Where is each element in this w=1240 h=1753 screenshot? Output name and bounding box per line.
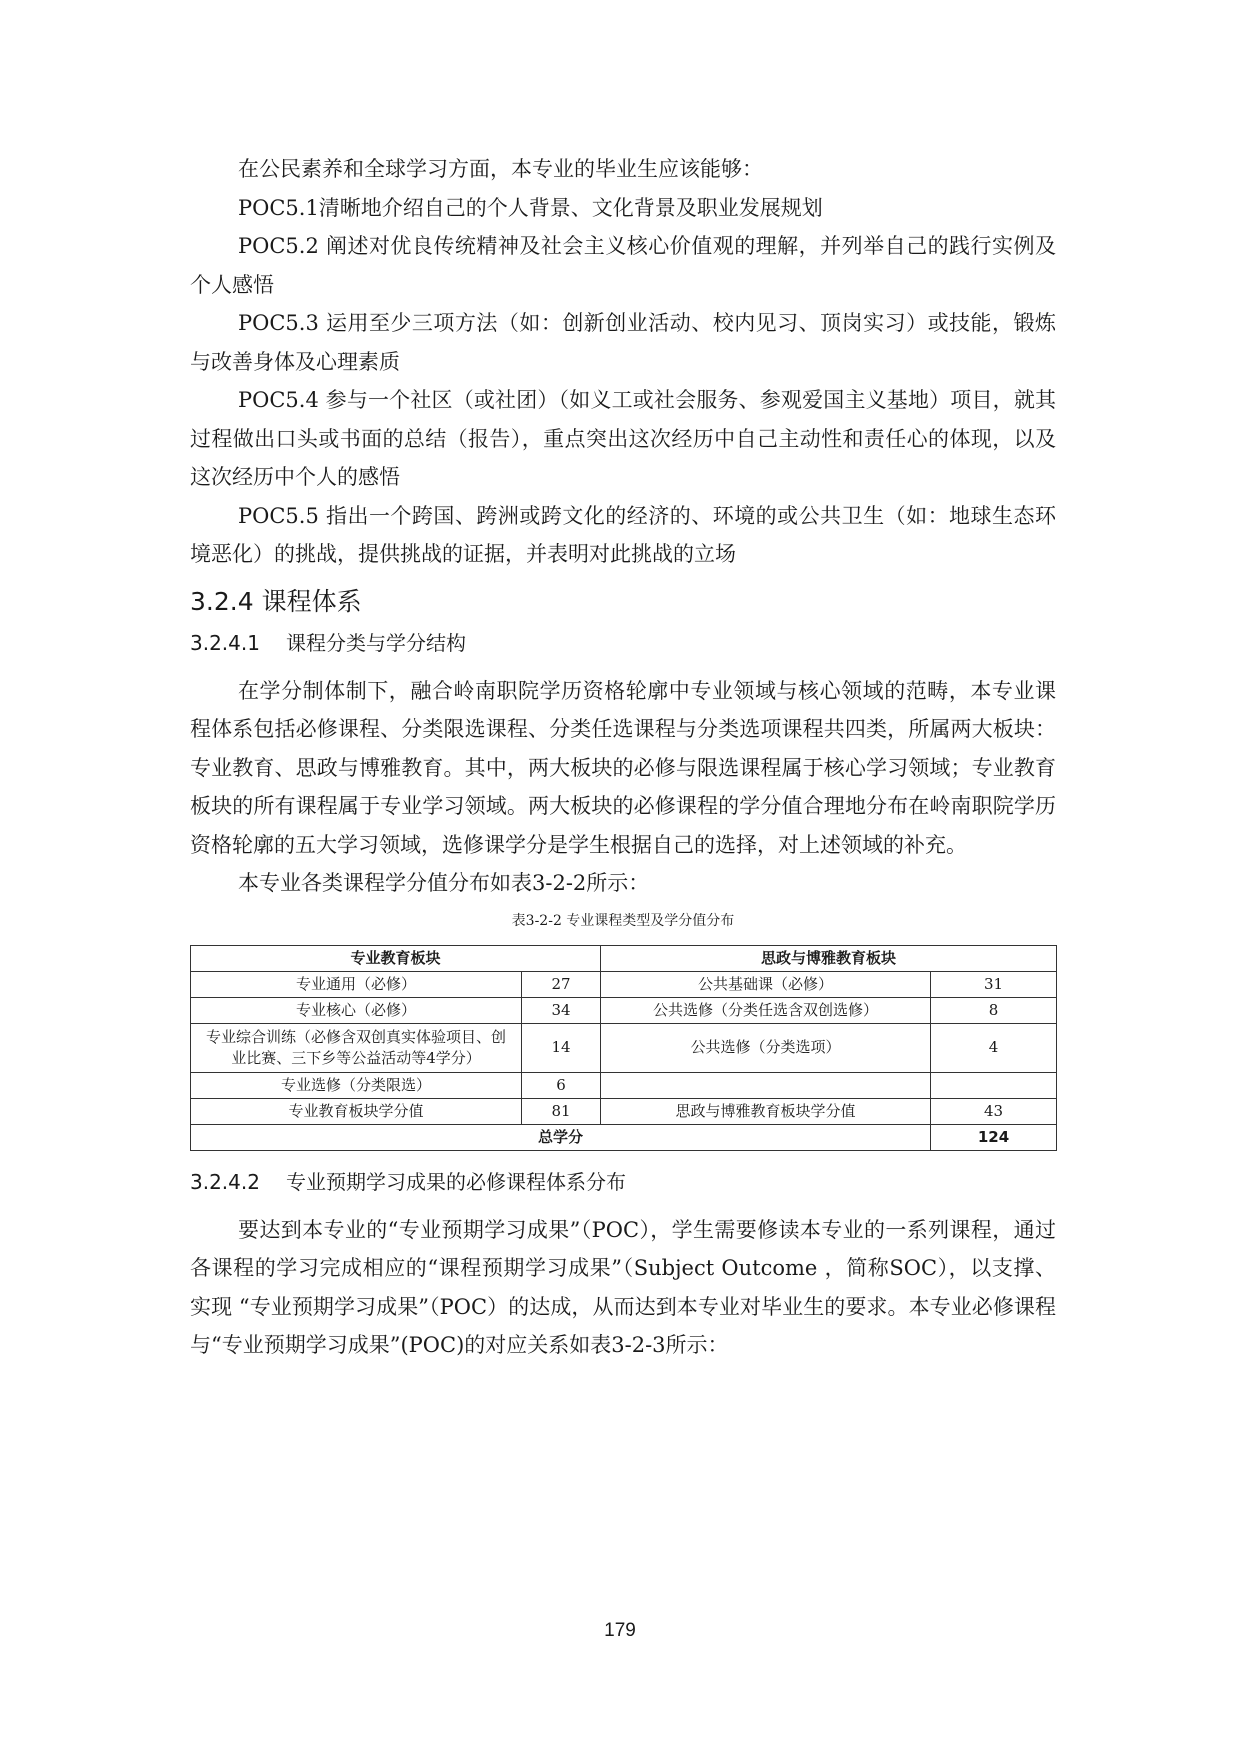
section-title: 课程体系 <box>261 586 362 616</box>
table-cell: 43 <box>931 1098 1057 1124</box>
paragraph-poc5-1: POC5.1清晰地介绍自己的个人背景、文化背景及职业发展规划 <box>238 195 823 220</box>
table-cell: 公共选修（分类选项） <box>601 1023 931 1072</box>
table-caption: 表3-2-2 专业课程类型及学分值分布 <box>511 912 735 929</box>
table-cell: 专业通用（必修） <box>191 971 522 997</box>
table-cell: 公共选修（分类任选含双创选修） <box>601 997 931 1023</box>
section-number: 3.2.4.2 <box>190 1169 260 1194</box>
table-cell: 14 <box>522 1023 601 1072</box>
total-value: 124 <box>931 1124 1057 1150</box>
table-cell: 31 <box>931 971 1057 997</box>
table-total-row <box>191 1124 1057 1150</box>
table-cell: 专业教育板块学分值 <box>191 1098 522 1124</box>
table-cell: 34 <box>522 997 601 1023</box>
paragraph-table-intro: 本专业各类课程学分值分布如表3-2-2所示： <box>238 871 650 895</box>
table-cell: 专业综合训练（必修含双创真实体验项目、创业比赛、三下乡等公益活动等4学分） <box>191 1023 522 1072</box>
table-cell <box>931 1072 1057 1098</box>
total-label: 总学分 <box>191 1124 931 1150</box>
table-row <box>191 997 1057 1023</box>
credit-distribution-table <box>190 945 1057 1151</box>
paragraph-poc-mapping: 要达到本专业的“专业预期学习成果”（POC），学生需要修读本专业的一系列课程，通过各课程的学习完成相应的“课程预期学习成果”（Subject Outcome ，简称SOC），以支撑、实现 “专业预期学习成果”（POC）的达成，从而达到本专业对毕业生的要求。本专业必修课程与“专业预期学习成果”(POC)的对应关系如表3-2-3所示： <box>190 1217 1056 1357</box>
table-header-row <box>191 945 1057 971</box>
paragraph-poc5-3: POC5.3 运用至少三项方法（如：创新创业活动、校内见习、顶岗实习）或技能，锻炼与改善身体及心理素质 <box>190 311 1056 374</box>
header-liberal-block: 思政与博雅教育板块 <box>601 945 1057 971</box>
paragraph-poc5-4: POC5.4 参与一个社区（或社团）（如义工或社会服务、参观爱国主义基地）项目，就其过程做出口头或书面的总结（报告），重点突出这次经历中自己主动性和责任心的体现，以及这次经历中个人的感悟 <box>190 388 1056 489</box>
page-number: 179 <box>604 1620 636 1641</box>
table-row <box>191 1098 1057 1124</box>
section-number: 3.2.4.1 <box>190 630 260 655</box>
section-number: 3.2.4 <box>190 586 254 616</box>
table-cell: 专业核心（必修） <box>191 997 522 1023</box>
table-row <box>191 971 1057 997</box>
table-cell: 6 <box>522 1072 601 1098</box>
section-heading-3-2-4 <box>190 584 1056 620</box>
paragraph-poc5-2: POC5.2 阐述对优良传统精神及社会主义核心价值观的理解，并列举自己的践行实例及个人感悟 <box>190 234 1056 297</box>
table-cell: 公共基础课（必修） <box>601 971 931 997</box>
table-cell: 27 <box>522 971 601 997</box>
table-cell: 专业选修（分类限选） <box>191 1072 522 1098</box>
table-cell: 思政与博雅教育板块学分值 <box>601 1098 931 1124</box>
section-title: 课程分类与学分结构 <box>285 630 466 655</box>
table-cell: 4 <box>931 1023 1057 1072</box>
table-cell: 81 <box>522 1098 601 1124</box>
table-cell: 8 <box>931 997 1057 1023</box>
paragraph-poc5-5: POC5.5 指出一个跨国、跨洲或跨文化的经济的、环境的或公共卫生（如：地球生态环境恶化）的挑战，提供挑战的证据，并表明对此挑战的立场 <box>190 503 1056 566</box>
table-cell <box>601 1072 931 1098</box>
table-row <box>191 1023 1057 1072</box>
table-row <box>191 1072 1057 1098</box>
paragraph-intro: 在公民素养和全球学习方面，本专业的毕业生应该能够： <box>238 157 763 181</box>
section-heading-3-2-4-2 <box>190 1167 1056 1197</box>
header-professional-block: 专业教育板块 <box>191 945 601 971</box>
paragraph-course-structure: 在学分制体制下，融合岭南职院学历资格轮廓中专业领域与核心领域的范畴，本专业课程体系包括必修课程、分类限选课程、分类任选课程与分类选项课程共四类，所属两大板块：专业教育、思政与博雅教育。其中，两大板块的必修与限选课程属于核心学习领域；专业教育板块的所有课程属于专业学习领域。两大板块的必修课程的学分值合理地分布在岭南职院学历资格轮廓的五大学习领域，选修课学分是学生根据自己的选择，对上述领域的补充。 <box>190 678 1056 857</box>
section-title: 专业预期学习成果的必修课程体系分布 <box>285 1169 626 1194</box>
page-body <box>190 150 1056 1365</box>
section-heading-3-2-4-1 <box>190 628 1056 658</box>
